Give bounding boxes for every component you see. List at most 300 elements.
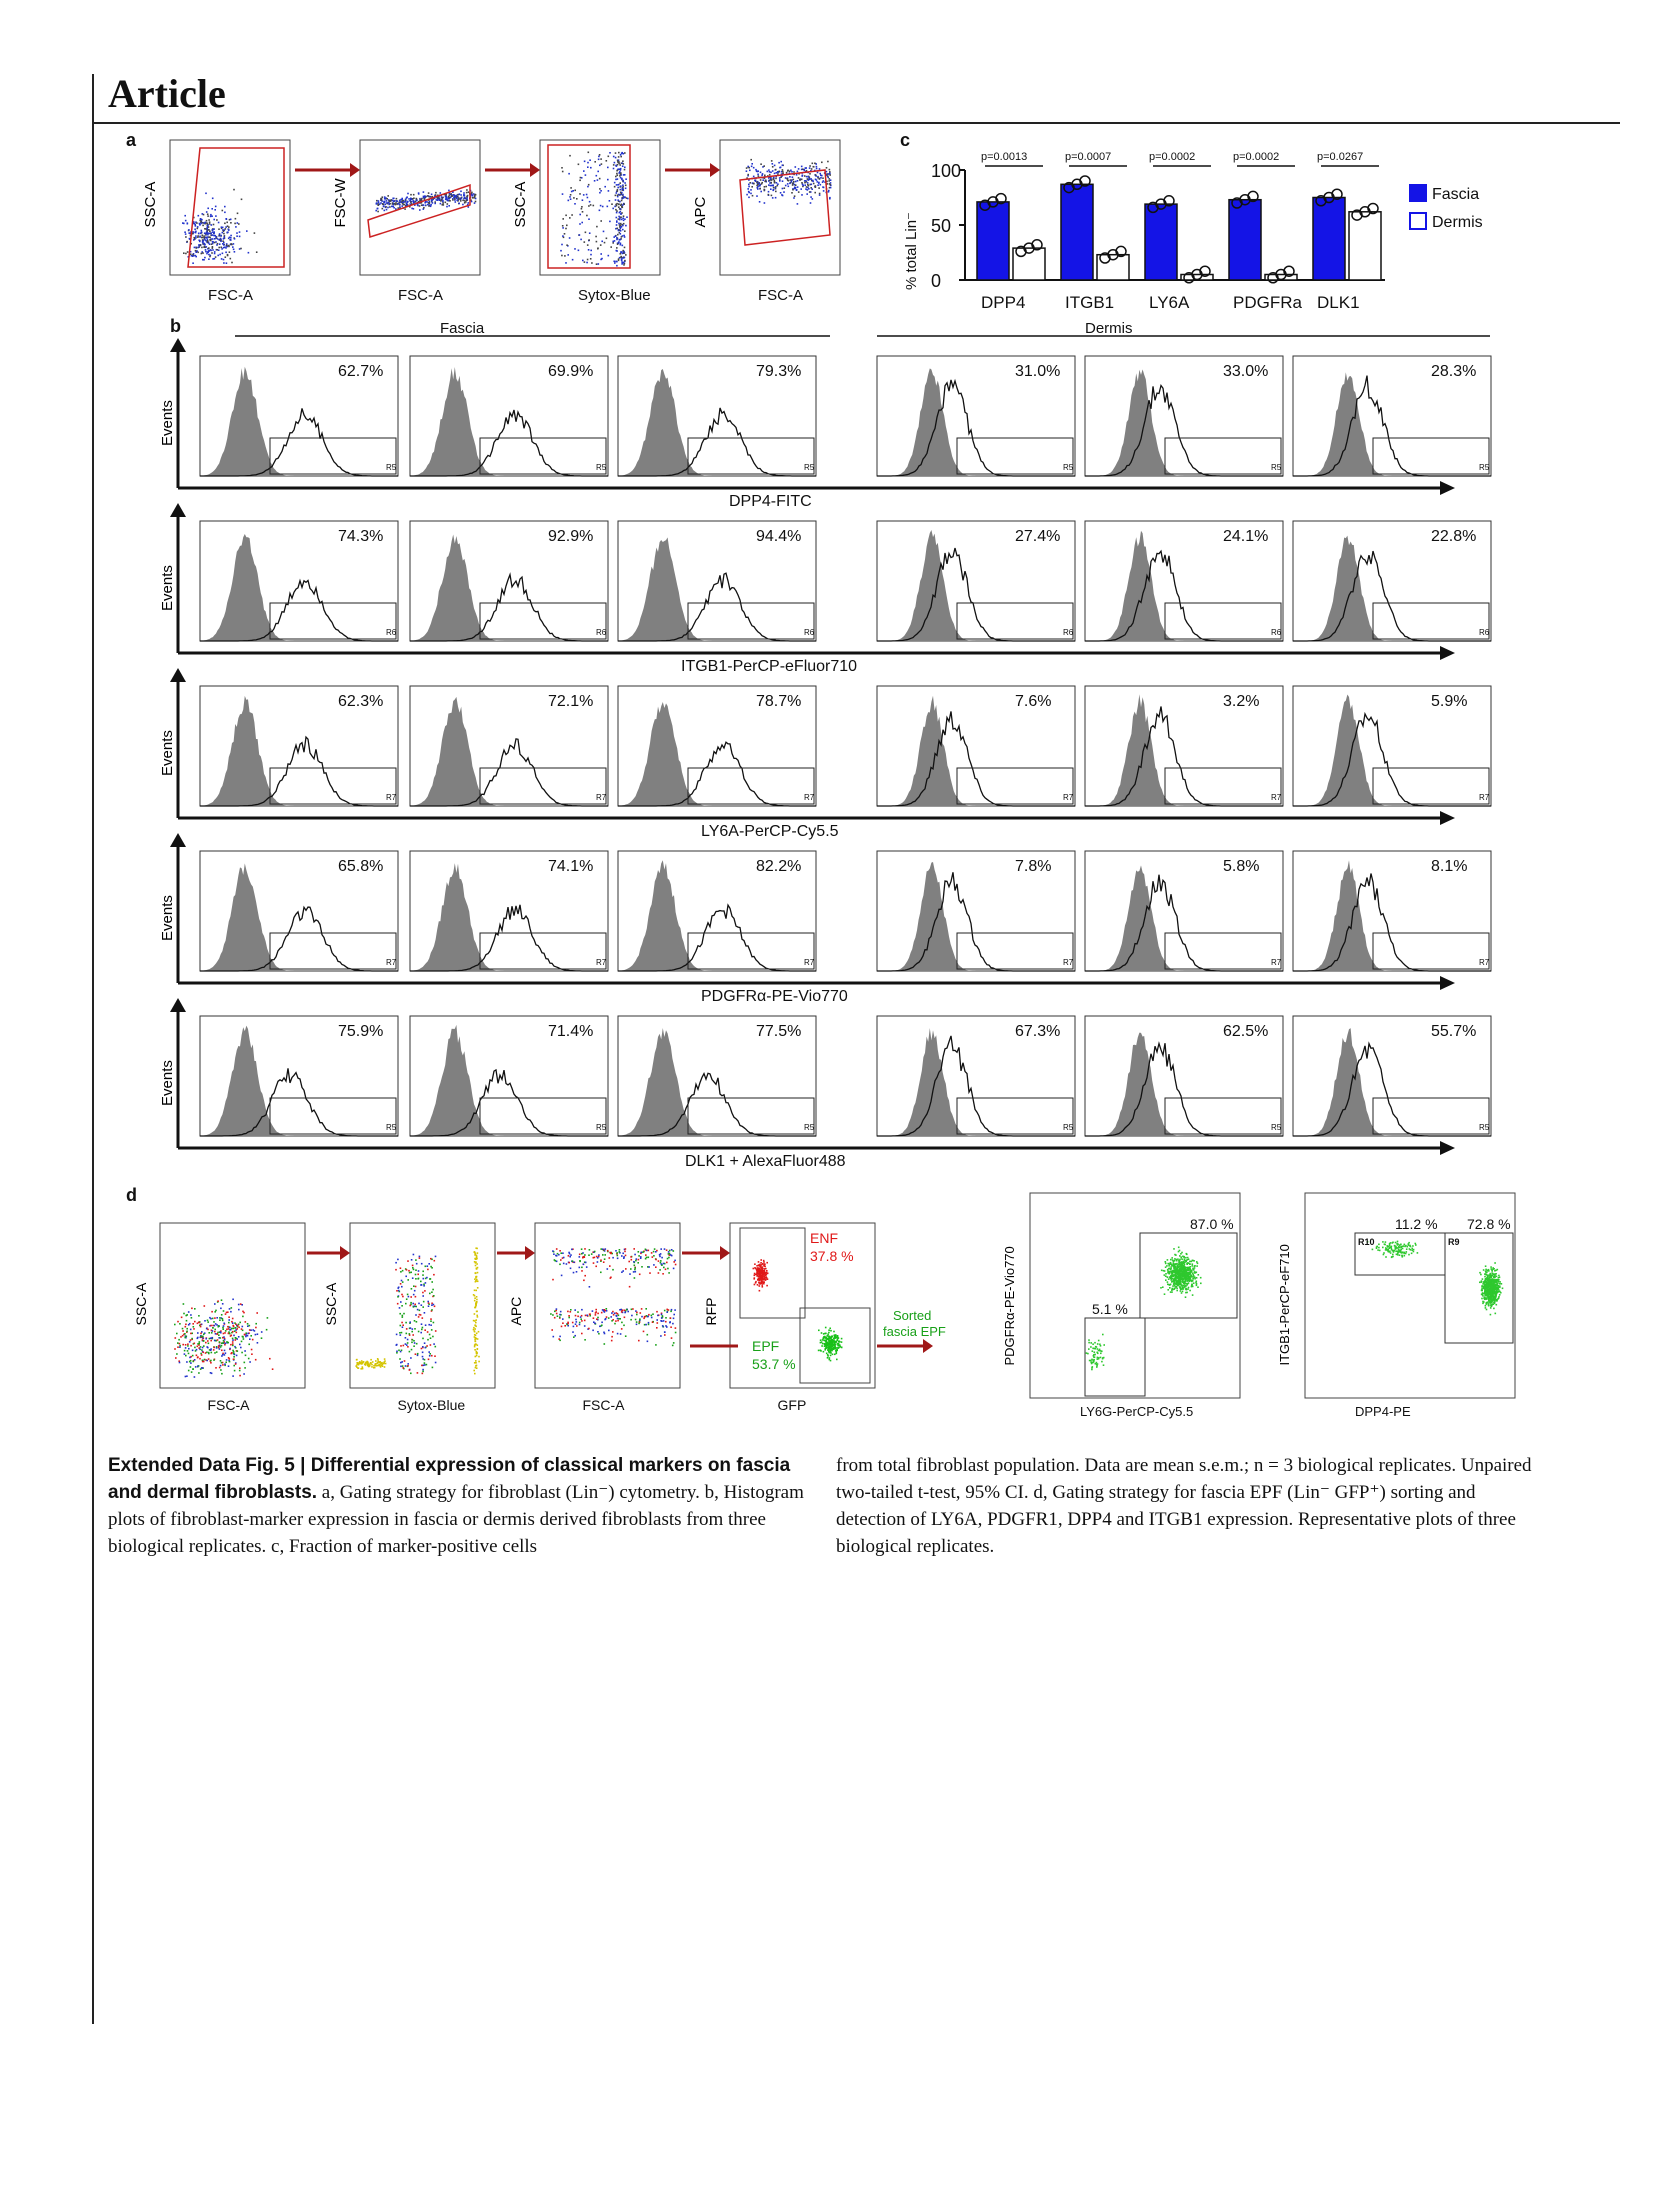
histogram-1-1 <box>200 356 398 476</box>
scatter-dot <box>250 1335 252 1337</box>
scatter-dot <box>423 1301 425 1303</box>
scatter-dot <box>619 1251 621 1253</box>
scatter-dot <box>216 1351 218 1353</box>
scatter-dot <box>624 152 626 154</box>
scatter-dot <box>214 1329 216 1331</box>
scatter-dot <box>622 194 624 196</box>
scatter-dot <box>476 1365 478 1367</box>
scatter-dot <box>1170 1279 1172 1281</box>
scatter-dot <box>449 200 451 202</box>
scatter-dot <box>222 210 224 212</box>
scatter-dot <box>600 244 602 246</box>
scatter-dot <box>417 204 419 206</box>
scatter-dot <box>1494 1303 1496 1305</box>
scatter-dot <box>390 199 392 201</box>
scatter-dot <box>646 1257 648 1259</box>
scatter-dot <box>248 1344 250 1346</box>
scatter-dot <box>1192 1272 1194 1274</box>
scatter-dot <box>232 1322 234 1324</box>
scatter-dot <box>1404 1255 1406 1257</box>
scatter-dot <box>586 194 588 196</box>
scatter-dot <box>839 1345 841 1347</box>
scatter-dot <box>1194 1267 1196 1269</box>
scatter-dot <box>584 241 586 243</box>
scatter-dot <box>415 1314 417 1316</box>
scatter-dot <box>764 181 766 183</box>
scatter-dot <box>393 200 395 202</box>
scatter-dot <box>422 1338 424 1340</box>
scatter-dot <box>225 1330 227 1332</box>
scatter-dot <box>617 194 619 196</box>
scatter-dot <box>1161 1270 1163 1272</box>
scatter-dot <box>671 1309 673 1311</box>
scatter-dot <box>467 195 469 197</box>
scatter-dot <box>1165 1263 1167 1265</box>
scatter-dot <box>1482 1292 1484 1294</box>
scatter-dot <box>1195 1282 1197 1284</box>
scatter-dot <box>212 247 214 249</box>
scatter-dot <box>1093 1354 1095 1356</box>
scatter-dot <box>237 213 239 215</box>
scatter-dot <box>233 1328 235 1330</box>
scatter-dot <box>475 1273 477 1275</box>
percent-positive: 55.7% <box>1431 1023 1477 1040</box>
scatter-dot <box>247 1333 249 1335</box>
scatter-dot <box>828 1337 830 1339</box>
scatter-dot <box>239 248 241 250</box>
scatter-dot <box>756 185 758 187</box>
scatter-dot <box>201 230 203 232</box>
scatter-dot <box>599 192 601 194</box>
scatter-dot <box>1093 1359 1095 1361</box>
scatter-dot <box>188 232 190 234</box>
scatter-dot <box>1170 1275 1172 1277</box>
scatter-dot <box>424 196 426 198</box>
scatter-dot <box>429 1334 431 1336</box>
scatter-dot <box>244 1334 246 1336</box>
scatter-dot <box>383 1363 385 1365</box>
scatter-dot <box>1178 1266 1180 1268</box>
scatter-dot <box>1095 1346 1097 1348</box>
scatter-dot <box>249 1361 251 1363</box>
scatter-dot <box>427 1269 429 1271</box>
scatter-dot <box>660 1248 662 1250</box>
scatter-dot <box>1169 1263 1171 1265</box>
scatter-dot <box>409 1321 411 1323</box>
histogram-1-3 <box>618 356 816 476</box>
scatter-dot <box>202 242 204 244</box>
scatter-dot <box>219 1319 221 1321</box>
scatter-dot <box>662 1273 664 1275</box>
scatter-dot <box>220 1337 222 1339</box>
scatter-dot <box>584 1275 586 1277</box>
scatter-dot <box>228 229 230 231</box>
scatter-dot <box>636 1324 638 1326</box>
scatter-dot <box>1498 1291 1500 1293</box>
scatter-dot <box>191 1338 193 1340</box>
scatter-dot <box>435 1362 437 1364</box>
scatter-dot <box>618 152 620 154</box>
scatter-dot <box>358 1364 360 1366</box>
scatter-dot <box>414 1342 416 1344</box>
scatter-dot <box>208 219 210 221</box>
scatter-dot <box>221 1373 223 1375</box>
scatter-dot <box>607 206 609 208</box>
scatter-dot <box>829 174 831 176</box>
scatter-dot <box>818 1350 820 1352</box>
scatter-dot <box>434 1355 436 1357</box>
scatter-dot <box>174 1348 176 1350</box>
scatter-dot <box>553 1336 555 1338</box>
scatter-dot <box>613 164 615 166</box>
arrowhead <box>923 1339 933 1353</box>
scatter-dot <box>1177 1280 1179 1282</box>
scatter-dot <box>209 233 211 235</box>
scatter-dot <box>1186 1284 1188 1286</box>
scatter-dot <box>1170 1266 1172 1268</box>
scatter-dot <box>817 181 819 183</box>
scatter-dot <box>398 1350 400 1352</box>
scatter-dot <box>376 1363 378 1365</box>
scatter-dot <box>624 236 626 238</box>
scatter-dot <box>474 1278 476 1280</box>
scatter-dot <box>619 171 621 173</box>
scatter-dot <box>562 1322 564 1324</box>
scatter-dot <box>207 1321 209 1323</box>
scatter-dot <box>202 259 204 261</box>
histogram-2-1 <box>200 521 398 641</box>
scatter-dot <box>760 163 762 165</box>
scatter-dot <box>415 1259 417 1261</box>
x-tick-label: LY6A <box>1149 293 1190 312</box>
marker-axis-label: PDGFRα-PE-Vio770 <box>701 988 848 1005</box>
scatter-dot <box>610 1316 612 1318</box>
scatter-dot <box>554 1311 556 1313</box>
scatter-dot <box>474 1261 476 1263</box>
scatter-dot <box>1184 1264 1186 1266</box>
scatter-dot <box>224 1339 226 1341</box>
scatter-dot <box>237 222 239 224</box>
scatter-dot <box>239 1367 241 1369</box>
scatter-dot <box>384 210 386 212</box>
scatter-dot <box>426 1277 428 1279</box>
scatter-dot <box>637 1262 639 1264</box>
scatter-dot <box>240 248 242 250</box>
gate-name: R5 <box>596 1123 607 1132</box>
scatter-dot <box>235 1363 237 1365</box>
scatter-dot <box>1411 1248 1413 1250</box>
y-axis-label: PDGFRα-PE-Vio770 <box>1002 1246 1017 1366</box>
events-axis-label: Events <box>159 565 176 611</box>
scatter-dot <box>232 1299 234 1301</box>
scatter-dot <box>1169 1268 1171 1270</box>
scatter-dot <box>615 152 617 154</box>
scatter-dot <box>446 196 448 198</box>
scatter-dot <box>424 1364 426 1366</box>
scatter-dot <box>473 1327 475 1329</box>
scatter-dot <box>636 1258 638 1260</box>
scatter-dot <box>1397 1241 1399 1243</box>
scatter-dot <box>377 211 379 213</box>
panel-b-histograms <box>150 336 1490 1186</box>
scatter-dot <box>579 180 581 182</box>
scatter-dot <box>823 1340 825 1342</box>
scatter-dot <box>617 1320 619 1322</box>
scatter-dot <box>401 1280 403 1282</box>
scatter-dot <box>199 224 201 226</box>
scatter-dot <box>672 1323 674 1325</box>
scatter-dot <box>1404 1244 1406 1246</box>
scatter-dot <box>1195 1272 1197 1274</box>
percent-positive: 92.9% <box>548 528 594 545</box>
scatter-dot <box>794 187 796 189</box>
scatter-dot <box>575 1323 577 1325</box>
scatter-dot <box>837 1343 839 1345</box>
scatter-dot <box>613 156 615 158</box>
scatter-dot <box>1498 1277 1500 1279</box>
scatter-dot <box>475 1356 477 1358</box>
scatter-dot <box>764 1278 766 1280</box>
legend-swatch <box>1410 213 1426 229</box>
scatter-dot <box>416 1263 418 1265</box>
scatter-dot <box>202 213 204 215</box>
scatter-dot <box>410 1373 412 1375</box>
scatter-dot <box>609 152 611 154</box>
scatter-dot <box>1169 1287 1171 1289</box>
scatter-dot <box>378 200 380 202</box>
scatter-dot <box>392 203 394 205</box>
scatter-dot <box>474 1349 476 1351</box>
scatter-dot <box>574 190 576 192</box>
scatter-dot <box>247 1335 249 1337</box>
scatter-dot <box>759 201 761 203</box>
scatter-dot <box>184 1350 186 1352</box>
scatter-dot <box>760 191 762 193</box>
scatter-dot <box>220 247 222 249</box>
scatter-dot <box>580 177 582 179</box>
legend-label: Dermis <box>1432 214 1483 231</box>
scatter-dot <box>197 235 199 237</box>
scatter-dot <box>413 1306 415 1308</box>
scatter-dot <box>396 1334 398 1336</box>
scatter-dot <box>601 1312 603 1314</box>
scatter-dot <box>645 1254 647 1256</box>
scatter-dot <box>613 168 615 170</box>
x-tick-label: DPP4 <box>981 293 1026 312</box>
scatter-dot <box>411 1349 413 1351</box>
scatter-dot <box>641 1308 643 1310</box>
scatter-dot <box>473 1320 475 1322</box>
scatter-dot <box>1192 1278 1194 1280</box>
scatter-dot <box>218 1345 220 1347</box>
marker-scatter-1 <box>1002 1193 1240 1419</box>
scatter-dot <box>655 1259 657 1261</box>
scatter-dot <box>241 1352 243 1354</box>
scatter-dot <box>578 250 580 252</box>
scatter-dot <box>185 1326 187 1328</box>
scatter-dot <box>572 1322 574 1324</box>
gate-name: R7 <box>1479 958 1490 967</box>
gate-name: R5 <box>804 463 815 472</box>
scatter-dot <box>600 1248 602 1250</box>
y-tick-label: 0 <box>931 271 942 291</box>
histogram-5-1 <box>200 1016 398 1136</box>
scatter-dot <box>772 166 774 168</box>
panel-c-bar-chart <box>895 140 1535 320</box>
scatter-dot <box>399 1358 401 1360</box>
scatter-dot <box>1098 1340 1100 1342</box>
percent-positive: 94.4% <box>756 528 802 545</box>
scatter-dot <box>194 1359 196 1361</box>
scatter-dot <box>580 1316 582 1318</box>
scatter-dot <box>407 1363 409 1365</box>
scatter-dot <box>1189 1290 1191 1292</box>
scatter-dot <box>587 166 589 168</box>
scatter-dot <box>600 220 602 222</box>
scatter-dot <box>212 241 214 243</box>
scatter-dot <box>1173 1262 1175 1264</box>
scatter-dot <box>830 1355 832 1357</box>
scatter-dot <box>608 156 610 158</box>
scatter-dot <box>621 152 623 154</box>
gate-percent-high: 87.0 % <box>1190 1216 1234 1232</box>
scatter-dot <box>620 223 622 225</box>
scatter-dot <box>223 262 225 264</box>
y-axis-label: SSC-A <box>323 1282 339 1326</box>
scatter-dot <box>652 1321 654 1323</box>
scatter-dot <box>388 204 390 206</box>
scatter-dot <box>199 1349 201 1351</box>
scatter-dot <box>362 1362 364 1364</box>
scatter-dot <box>615 165 617 167</box>
scatter-dot <box>822 177 824 179</box>
scatter-dot <box>623 252 625 254</box>
scatter-dot <box>234 1330 236 1332</box>
scatter-dot <box>622 165 624 167</box>
histogram-1-5 <box>1085 356 1283 476</box>
scatter-dot <box>1097 1358 1099 1360</box>
scatter-dot <box>1092 1343 1094 1345</box>
scatter-dot <box>225 1313 227 1315</box>
scatter-dot <box>579 1261 581 1263</box>
scatter-dot <box>218 1334 220 1336</box>
scatter-dot <box>419 1310 421 1312</box>
scatter-dot <box>229 1361 231 1363</box>
scatter-dot <box>583 194 585 196</box>
scatter-dot <box>1181 1258 1183 1260</box>
scatter-dot <box>764 202 766 204</box>
scatter-dot <box>387 195 389 197</box>
scatter-dot <box>188 1370 190 1372</box>
gate-name: R6 <box>386 628 397 637</box>
scatter-dot <box>552 1314 554 1316</box>
events-arrowhead <box>170 998 186 1012</box>
scatter-dot <box>185 1376 187 1378</box>
scatter-dot <box>661 1317 663 1319</box>
scatter-dot <box>810 196 812 198</box>
scatter-dot <box>1187 1257 1189 1259</box>
scatter-dot <box>760 1276 762 1278</box>
scatter-dot <box>410 1302 412 1304</box>
scatter-dot <box>620 217 622 219</box>
scatter-dot <box>1183 1256 1185 1258</box>
scatter-dot <box>562 171 564 173</box>
marker-scatter-2 <box>1277 1193 1515 1419</box>
scatter-dot <box>419 1314 421 1316</box>
scatter-dot <box>621 1255 623 1257</box>
marker-arrowhead <box>1440 976 1455 990</box>
scatter-dot <box>442 202 444 204</box>
scatter-dot <box>1493 1308 1495 1310</box>
scatter-dot <box>594 180 596 182</box>
scatter-dot <box>660 1262 662 1264</box>
scatter-dot <box>255 1359 257 1361</box>
scatter-dot <box>399 1307 401 1309</box>
scatter-dot <box>1086 1352 1088 1354</box>
scatter-dot <box>620 233 622 235</box>
scatter-dot <box>476 1351 478 1353</box>
scatter-dot <box>234 1327 236 1329</box>
scatter-dot <box>638 1323 640 1325</box>
scatter-dot <box>179 1323 181 1325</box>
scatter-dot <box>564 1325 566 1327</box>
scatter-dot <box>612 242 614 244</box>
scatter-dot <box>1160 1287 1162 1289</box>
scatter-dot <box>427 204 429 206</box>
scatter-dot <box>668 1257 670 1259</box>
scatter-dot <box>810 202 812 204</box>
scatter-dot <box>635 1271 637 1273</box>
scatter-dot <box>222 1364 224 1366</box>
scatter-dot <box>648 1314 650 1316</box>
scatter-dot <box>1165 1275 1167 1277</box>
scatter-dot <box>774 180 776 182</box>
scatter-dot <box>748 184 750 186</box>
scatter-dot <box>210 1325 212 1327</box>
scatter-dot <box>622 253 624 255</box>
scatter-dot <box>418 1270 420 1272</box>
scatter-dot <box>236 232 238 234</box>
bar-fascia-itgb1 <box>1061 184 1093 280</box>
scatter-dot <box>382 208 384 210</box>
scatter-dot <box>583 1264 585 1266</box>
scatter-dot <box>1090 1342 1092 1344</box>
scatter-dot <box>589 1313 591 1315</box>
x-tick-label: PDGFRa <box>1233 293 1302 312</box>
scatter-dot <box>762 1263 764 1265</box>
scatter-dot <box>764 1275 766 1277</box>
scatter-dot <box>756 1265 758 1267</box>
scatter-dot <box>1178 1264 1180 1266</box>
scatter-dot <box>376 200 378 202</box>
scatter-dot <box>666 1311 668 1313</box>
scatter-dot <box>797 203 799 205</box>
scatter-dot <box>1174 1271 1176 1273</box>
scatter-dot <box>1186 1270 1188 1272</box>
scatter-dot <box>427 1265 429 1267</box>
scatter-dot <box>358 1367 360 1369</box>
scatter-dot <box>559 1316 561 1318</box>
scatter-dot <box>1495 1287 1497 1289</box>
scatter-dot <box>1399 1254 1401 1256</box>
scatter-dot <box>774 165 776 167</box>
scatter-dot <box>1088 1339 1090 1341</box>
scatter-dot <box>233 249 235 251</box>
scatter-dot <box>176 1353 178 1355</box>
y-axis-label: SSC-A <box>142 181 159 228</box>
scatter-dot <box>760 1262 762 1264</box>
scatter-dot <box>219 1341 221 1343</box>
